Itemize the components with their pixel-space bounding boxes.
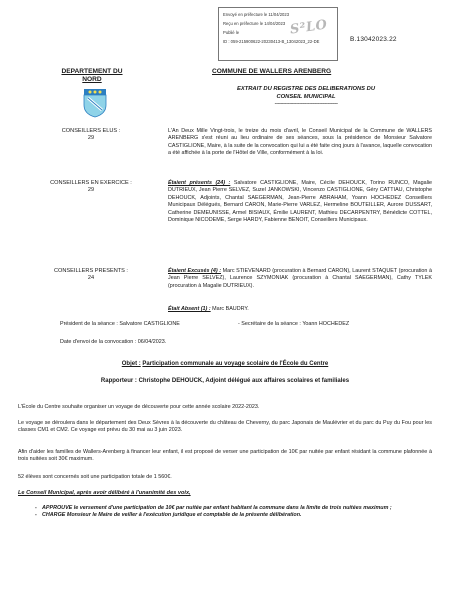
elus-count: 29 xyxy=(87,135,95,141)
rapporteur-key: Rapporteur : xyxy=(100,378,137,384)
body-paragraph-3: Afin d'aider les familles de Wallers-Arenberg à financer leur enfant, il est proposé de verser une participation de 10€ par nuitée par enfant résidant la commune plafonnée à trois nuitées soit 30€ maximum. xyxy=(18,449,432,463)
objet-text: Participation communale au voyage scolaire de l'École du Centre xyxy=(142,361,329,367)
president-line: Président de la séance : Salvatore CASTIGLIONE xyxy=(60,321,180,327)
prefecture-stamp xyxy=(218,7,338,61)
department-title: DEPARTEMENT DU NORD xyxy=(61,68,123,83)
objet-line xyxy=(18,361,432,367)
elus-paragraph: L'An Deux Mille Vingt-trois, le treize du mois d'avril, le Conseil Municipal de la Commune de WALLERS ARENBERG s'est réuni au lieu ordinaire de ses séances, sous la présidence de Monsieur Salvatore CASTIGLIONE, Maire, à la suite de la convocation qui lui a été faite cinq jours à l'avance, laquelle convocation a été affichée à la porte de l'Hôtel de Ville, conformément à la loi. xyxy=(168,128,432,157)
decision-item-charge: - CHARGE Monsieur le Maire de veiller à l'exécution juridique et comptable de la présente délibération. xyxy=(42,512,430,519)
excuses-names: Marc STIEVENARD (procuration à Bernard CARON), Laurent STAQUET (procuration à Jean Pierre SELVEZ), Laurence SZYMONIAK (procuration à Chantal SAEGERMAN), Cathy TYLEK (procuration à Magalie DUTRIEUX). xyxy=(168,268,432,289)
absent-paragraph xyxy=(168,306,432,313)
decision-list xyxy=(32,505,430,519)
presents-count: 24 xyxy=(87,275,95,281)
decision-heading: Le Conseil Municipal, après avoir délibéré à l'unanimité des voix, xyxy=(18,490,191,496)
exercice-label: CONSEILLERS EN EXERCICE : xyxy=(50,180,132,186)
stamp-line: Envoyé en préfecture le 11/04/2023 xyxy=(223,12,290,17)
commune-title: COMMUNE DE WALLERS ARENBERG xyxy=(212,68,332,75)
presents-label: CONSEILLERS PRESENTS : xyxy=(54,268,128,274)
date-envoi-line: Date d'envoi de la convocation : 06/04/2023. xyxy=(60,339,167,345)
elus-label: CONSEILLERS ELUS : xyxy=(61,128,121,134)
elus-label-block xyxy=(46,128,136,142)
excuses-paragraph xyxy=(168,268,432,290)
excuses-heading: Étaient Excusés (4) : xyxy=(168,268,221,274)
absent-heading: Était Absent (1) : xyxy=(168,306,211,312)
body-paragraph-2: Le voyage se déroulera dans le département des Deux Sèvres à la découverte du château de Cheverny, du parc Japonais de Maulévrier et du parc du Puy du Fou pour les classes CM1 et CM2. Ce voyage est prévu du 30 mai au 3 juin 2023. xyxy=(18,420,432,434)
stamp-line: ID : 059-215900622-20230413-B_13042023_22-DE xyxy=(223,39,320,44)
extrait-title xyxy=(236,86,376,109)
body-paragraph-1: L'École du Centre souhaite organiser un voyage de découverte pour cette année scolaire 2022-2023. xyxy=(18,404,260,410)
objet-key: Objet : xyxy=(121,361,141,367)
exercice-label-block xyxy=(46,180,136,194)
absent-names: Marc BAUDRY. xyxy=(212,306,249,312)
body-paragraph-4: 52 élèves sont concernés soit une participation totale de 1 560€. xyxy=(18,474,172,480)
rapporteur-text: Christophe DEHOUCK, Adjoint délégué aux affaires scolaires et familiales xyxy=(138,378,350,384)
extrait-dash: -------------------------------------------- xyxy=(274,101,338,107)
presents-heading: Étaient présents (24) : xyxy=(168,180,231,186)
secretaire-line: - Secrétaire de la séance : Yoann HOCHEDEZ xyxy=(238,321,350,327)
exercice-count: 29 xyxy=(87,187,95,193)
reference-number: B.13042023.22 xyxy=(350,36,397,43)
presents-paragraph xyxy=(168,180,432,224)
stamp-line: Publié le xyxy=(223,30,240,35)
slo-watermark: S²LO xyxy=(289,17,329,38)
rapporteur-line xyxy=(18,378,432,384)
extrait-title-text: EXTRAIT DU REGISTRE DES DELIBERATIONS DU CONSEIL MUNICIPAL xyxy=(236,86,376,100)
coat-of-arms-icon xyxy=(82,86,108,118)
presents-label-block xyxy=(46,268,136,282)
decision-item-approve: - APPROUVE le versement d'une participation de 10€ par nuitée par enfant habitant la commune dans la limite de trois nuitées maximum ; xyxy=(42,505,430,512)
presents-names: Salvatore CASTIGLIONE, Maire, Cécile DEHOUCK, Torino RUNCO, Magalie DUTRIEUX, Jean Pierre SELVEZ, Suzel JANKOWSKI, Vincenzo CASTIGLIONE, Géry CATTIAU, Christophe DEHOUCK, Adjoints, Chantal SAEGERMAN, Jean-Pierre ABRAHAM, Yoann HOCHEDEZ Conseillers Municipaux Délégués, Bernard CARON, Marie-Pierre VARLEZ, Hermeline BOUTEILLER, Aurore DUSSART, Catherine DEMEUNISSE, Armel BISIAUX, Émilie LAURENT, Mathieu DECARPENTRY, Bénédicte COTTEL, Dominique NICODEME, Serge HARDY, Fabienne BENOIT, Conseillers Municipaux. xyxy=(168,180,432,224)
stamp-line: Reçu en préfecture le 14/04/2023 xyxy=(223,21,286,26)
